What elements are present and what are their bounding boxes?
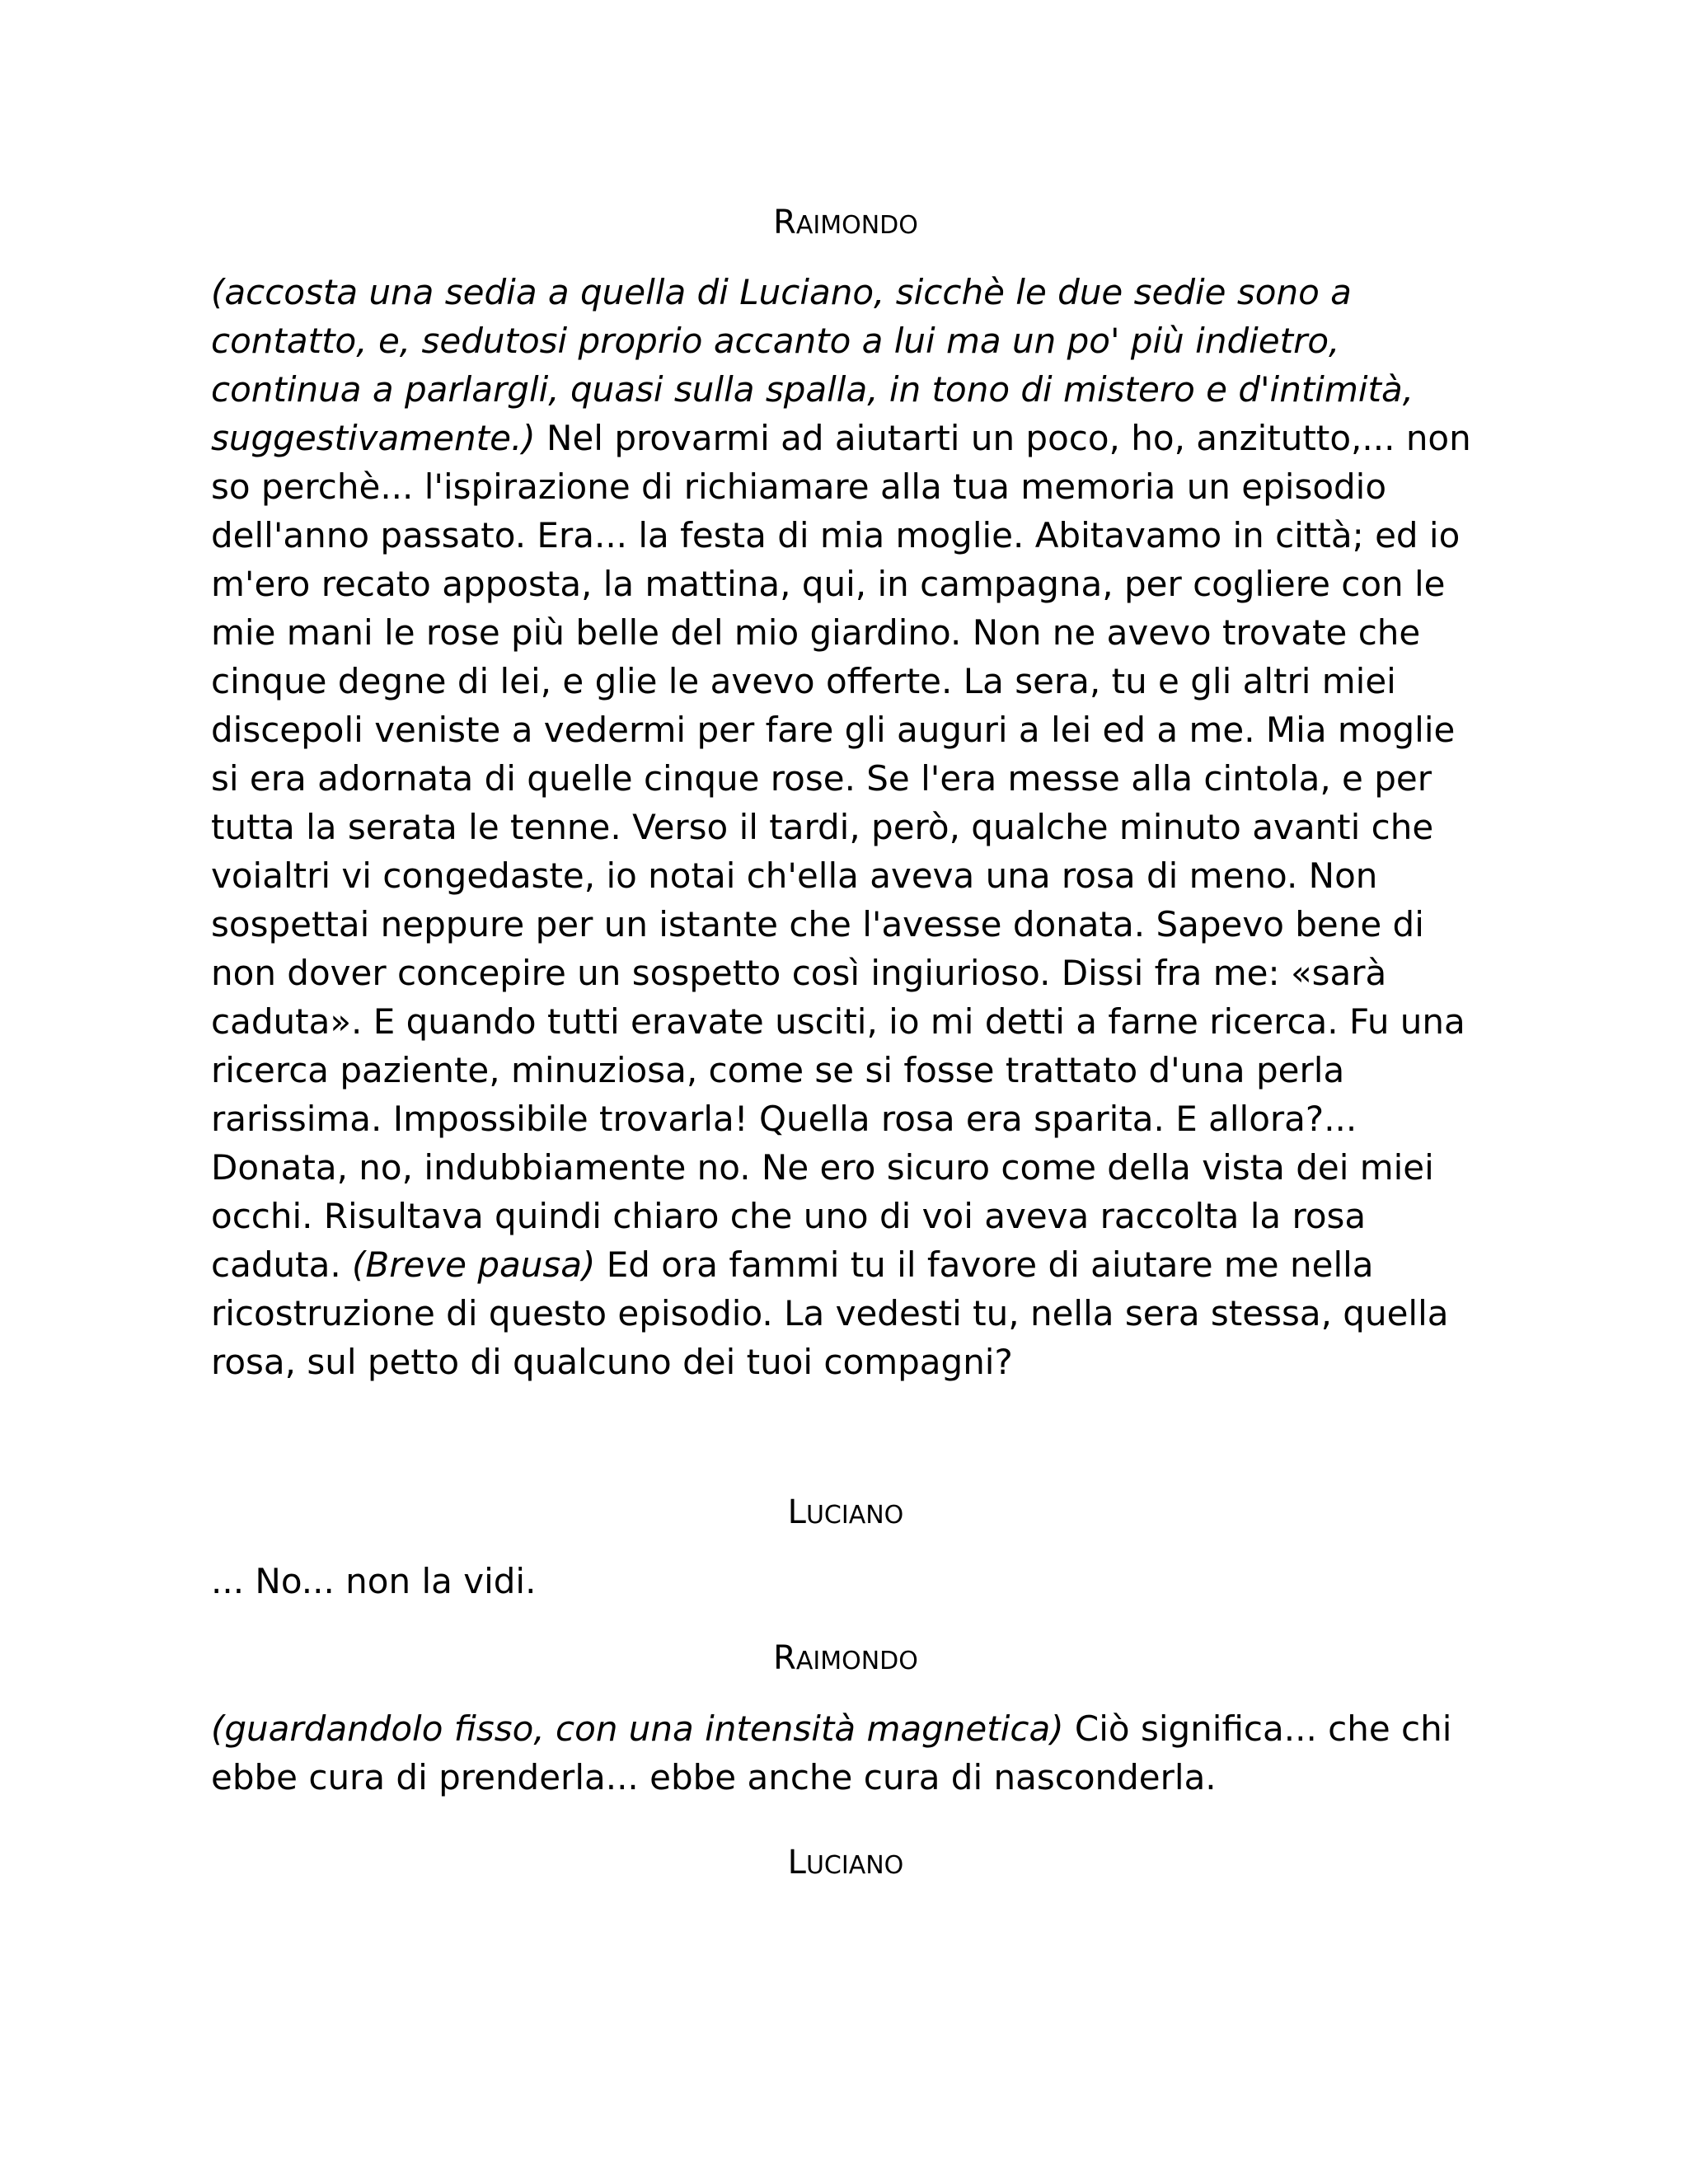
stage-direction: (guardandolo fisso, con una intensità magnetica) [211, 1708, 1064, 1749]
speaker-name-luciano: LUCIANO [787, 1844, 904, 1882]
speaker-name-raimondo: RAIMONDO [773, 1639, 918, 1677]
dialogue-text: Ciò significa... che chi ebbe cura di prenderla... ebbe anche cura di nasconderla. [211, 1708, 1452, 1797]
dialogue-luciano-1 [211, 1557, 1480, 1605]
speaker-name-raimondo: RAIMONDO [773, 204, 918, 241]
dialogue-text: ... No... non la vidi. [211, 1561, 537, 1601]
stage-direction: (accosta una sedia a quella di Luciano, sicchè le due sedie sono a contatto, e, sedutosi proprio accanto a lui ma un po' più indietro, continua a parlargli, quasi sulla spalla, in tono di mistero e d'intimità, suggestivamente.) [211, 272, 1414, 458]
speaker-name-luciano: LUCIANO [787, 1493, 904, 1531]
dialogue-raimondo-1 [211, 268, 1480, 1386]
dialogue-raimondo-2 [211, 1704, 1480, 1802]
dialogue-text: Ed ora fammi tu il favore di aiutare me nella ricostruzione di questo episodio. La vedesti tu, nella sera stessa, quella rosa, sul petto di qualcuno dei tuoi compagni? [211, 1244, 1449, 1382]
document-page [211, 0, 1480, 2184]
stage-direction: (Breve pausa) [352, 1244, 596, 1285]
dialogue-text: Nel provarmi ad aiutarti un poco, ho, anzitutto,... non so perchè... l'ispirazione di richiamare alla tua memoria un episodio dell'anno passato. Era... la festa di mia moglie. Abitavamo in città; ed io m'ero recato apposta, la mattina, qui, in campagna, per cogliere con le mie mani le rose più belle del mio giardino. Non ne avevo trovate che cinque degne di lei, e glie le avevo offerte. La sera, tu e gli altri miei discepoli veniste a vedermi per fare gli auguri a lei ed a me. Mia moglie si era adornata di quelle cinque rose. Se l'era messe alla cintola, e per tutta la serata le tenne. Verso il tardi, però, qualche minuto avanti che voialtri vi congedaste, io notai ch'ella aveva una rosa di meno. Non sospettai neppure per un istante che l'avesse donata. Sapevo bene di non dover concepire un sospetto così ingiurioso. Dissi fra me: «sarà caduta». E quando tutti eravate usciti, io mi detti a farne ricerca. Fu una ricerca paziente, minuziosa, come se si fosse trattato d'una perla rarissima. Impossibile trovarla! Quella rosa era sparita. E allora?... Donata, no, indubbiamente no. Ne ero sicuro come della vista dei miei occhi. Risultava quindi chiaro che uno di voi aveva raccolta la rosa caduta. [211, 418, 1471, 1285]
